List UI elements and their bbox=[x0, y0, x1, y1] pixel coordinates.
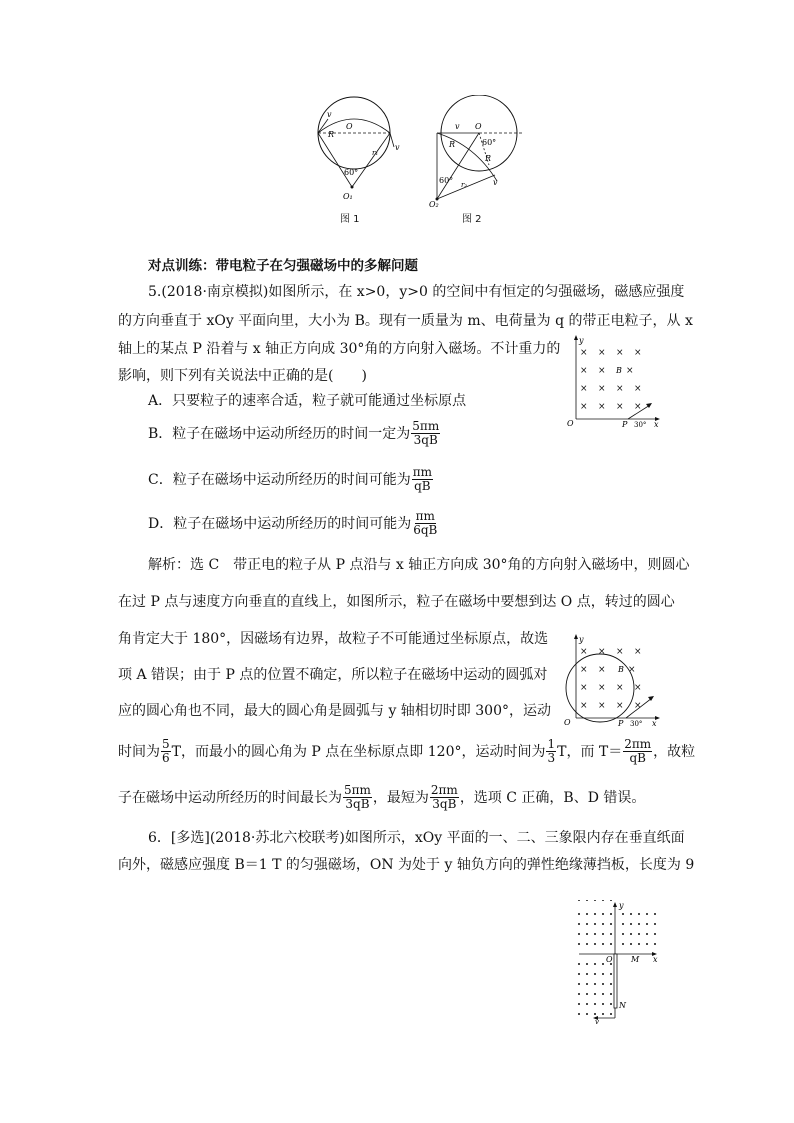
svg-text:×: × bbox=[598, 348, 606, 358]
q6-line-2: 向外，磁感应强度 B＝1 T 的匀强磁场，ON 为处于 y 轴负方向的弹性绝缘薄挡板，长度为 9 bbox=[118, 857, 695, 873]
q5-fig-P: P bbox=[622, 420, 628, 428]
fig1-v-top: v bbox=[327, 110, 332, 119]
svg-text:×: × bbox=[598, 647, 606, 657]
fig1-angle: 60° bbox=[344, 168, 359, 177]
q5-fig-angle: 30° bbox=[634, 421, 647, 428]
solution-line-2: 在过 P 点与速度方向垂直的直线上，如图所示，粒子在磁场中要想到达 O 点，转过的圆心 bbox=[118, 594, 675, 610]
fig1-O: O bbox=[346, 122, 353, 131]
svg-text:×: × bbox=[626, 366, 634, 376]
fig1-v-right: v bbox=[395, 143, 400, 152]
svg-text:×: × bbox=[616, 683, 624, 693]
q6-fig-v: v bbox=[595, 1018, 599, 1025]
svg-text:×: × bbox=[598, 701, 606, 711]
q5-fig-x: x bbox=[654, 420, 659, 428]
svg-text:×: × bbox=[616, 402, 624, 412]
solution-fig-P: P bbox=[618, 719, 624, 728]
svg-text:×: × bbox=[634, 683, 642, 693]
fig2-v-right: v bbox=[493, 178, 498, 187]
solution-fig-x: x bbox=[652, 719, 657, 728]
q6-fig-O: O bbox=[606, 955, 613, 964]
fig2-v-top: v bbox=[455, 122, 460, 131]
q6-fig-x: x bbox=[653, 955, 658, 964]
svg-text:×: × bbox=[580, 366, 588, 376]
solution-fig-angle: 30° bbox=[630, 720, 643, 728]
svg-text:×: × bbox=[580, 384, 588, 394]
q6-line-1: 6．[多选](2018·苏北六校联考)如图所示，xOy 平面的一、二、三象限内存在垂直纸面 bbox=[148, 830, 685, 846]
svg-text:×: × bbox=[580, 348, 588, 358]
solution-fig-y: y bbox=[579, 635, 584, 644]
fig2-angle-bottom: 60° bbox=[439, 176, 454, 185]
svg-text:×: × bbox=[634, 402, 642, 412]
fig1-R: R bbox=[328, 130, 335, 139]
q6-figure bbox=[575, 900, 665, 1025]
svg-text:×: × bbox=[580, 683, 588, 693]
solution-line-1: 解析：选 C 带正电的粒子从 P 点沿与 x 轴正方向成 30°角的方向射入磁场中，则圆心 bbox=[148, 557, 690, 573]
svg-text:×: × bbox=[616, 384, 624, 394]
fig2-angle-top: 60° bbox=[482, 138, 497, 147]
fig2-O: O bbox=[475, 122, 482, 131]
solution-line-3: 角肯定大于 180°，因磁场有边界，故粒子不可能通过坐标原点，故选 bbox=[118, 631, 549, 647]
q5-fig-O: O bbox=[567, 419, 574, 428]
svg-text:×: × bbox=[616, 701, 624, 711]
fig2-O2: O₂ bbox=[429, 200, 439, 209]
q5-fig-y: y bbox=[579, 336, 584, 345]
q5-fig-B: B bbox=[616, 366, 622, 375]
svg-text:×: × bbox=[634, 384, 642, 394]
fig2-r2: r₂ bbox=[461, 181, 468, 189]
q5-line-2: 的方向垂直于 xOy 平面向里，大小为 B。现有一质量为 m、电荷量为 q 的带正电粒子，从 x bbox=[118, 313, 693, 329]
q5-option-c: C．粒子在磁场中运动所经历的时间可能为 $\frac{\pi m}{qB}$ bbox=[148, 465, 432, 493]
svg-text:×: × bbox=[598, 683, 606, 693]
solution-line-4: 项 A 错误；由于 P 点的位置不确定，所以粒子在磁场中运动的圆弧对 bbox=[118, 667, 548, 683]
fig2-R2: R bbox=[485, 154, 492, 163]
svg-text:×: × bbox=[580, 701, 588, 711]
svg-text:×: × bbox=[598, 366, 606, 376]
svg-text:×: × bbox=[580, 647, 588, 657]
svg-text:×: × bbox=[580, 665, 588, 675]
q6-fig-M: M bbox=[631, 955, 640, 964]
figure-2 bbox=[425, 95, 540, 210]
svg-text:×: × bbox=[634, 647, 642, 657]
q5-line-4: 影响，则下列有关说法中正确的是( ) bbox=[118, 368, 367, 384]
figure-1 bbox=[300, 95, 410, 207]
q5-option-d: D．粒子在磁场中运动所经历的时间可能为 $\frac{\pi m}{6qB}$ bbox=[148, 509, 438, 537]
solution-figure bbox=[560, 632, 665, 728]
section-title: 对点训练：带电粒子在匀强磁场中的多解问题 bbox=[148, 258, 418, 274]
q6-fig-N: N bbox=[619, 1001, 626, 1010]
q5-line-3: 轴上的某点 P 沿着与 x 轴正方向成 30°角的方向射入磁场。不计重力的 bbox=[118, 341, 561, 357]
fig1-O1: O₁ bbox=[343, 192, 353, 201]
solution-fig-O: O bbox=[564, 718, 571, 727]
q6-fig-y: y bbox=[619, 901, 624, 910]
svg-text:×: × bbox=[634, 348, 642, 358]
svg-text:×: × bbox=[598, 665, 606, 675]
q5-option-a: A．只要粒子的速率合适，粒子就可能通过坐标原点 bbox=[148, 393, 467, 409]
q5-line-1: 5.(2018·南京模拟)如图所示，在 x>0，y>0 的空间中有恒定的匀强磁场，磁感应强度 bbox=[148, 284, 685, 300]
solution-line-6: 时间为 $\frac{5}{6}$ T，而最小的圆心角为 P 点在坐标原点即 120°，运动时间为 $\frac{1}{3}$ T，而 T＝ $\frac{2\pi m}{qB}$ ，故粒 bbox=[118, 737, 696, 765]
figure-1-caption: 图 1 bbox=[340, 214, 360, 225]
svg-text:×: × bbox=[598, 384, 606, 394]
svg-text:×: × bbox=[634, 701, 642, 711]
solution-line-5: 应的圆心角也不同，最大的圆心角是圆弧与 y 轴相切时即 300°，运动 bbox=[118, 703, 551, 719]
svg-text:×: × bbox=[616, 348, 624, 358]
fig1-r1: r₁ bbox=[372, 149, 379, 157]
svg-text:×: × bbox=[598, 402, 606, 412]
solution-fig-B: B bbox=[618, 665, 624, 674]
fig2-R1: R bbox=[449, 140, 456, 149]
solution-line-7: 子在磁场中运动所经历的时间最长为 $\frac{5\pi m}{3qB}$ ，最短为 $\frac{2\pi m}{3qB}$ ，选项 C 正确，B、D 错误。 bbox=[118, 783, 646, 811]
figure-2-caption: 图 2 bbox=[462, 214, 482, 225]
q5-option-b: B．粒子在磁场中运动所经历的时间一定为 $\frac{5\pi m}{3qB}$ bbox=[148, 419, 440, 447]
svg-text:×: × bbox=[580, 402, 588, 412]
svg-text:×: × bbox=[616, 647, 624, 657]
svg-text:×: × bbox=[628, 665, 636, 675]
q5-figure bbox=[566, 333, 666, 428]
